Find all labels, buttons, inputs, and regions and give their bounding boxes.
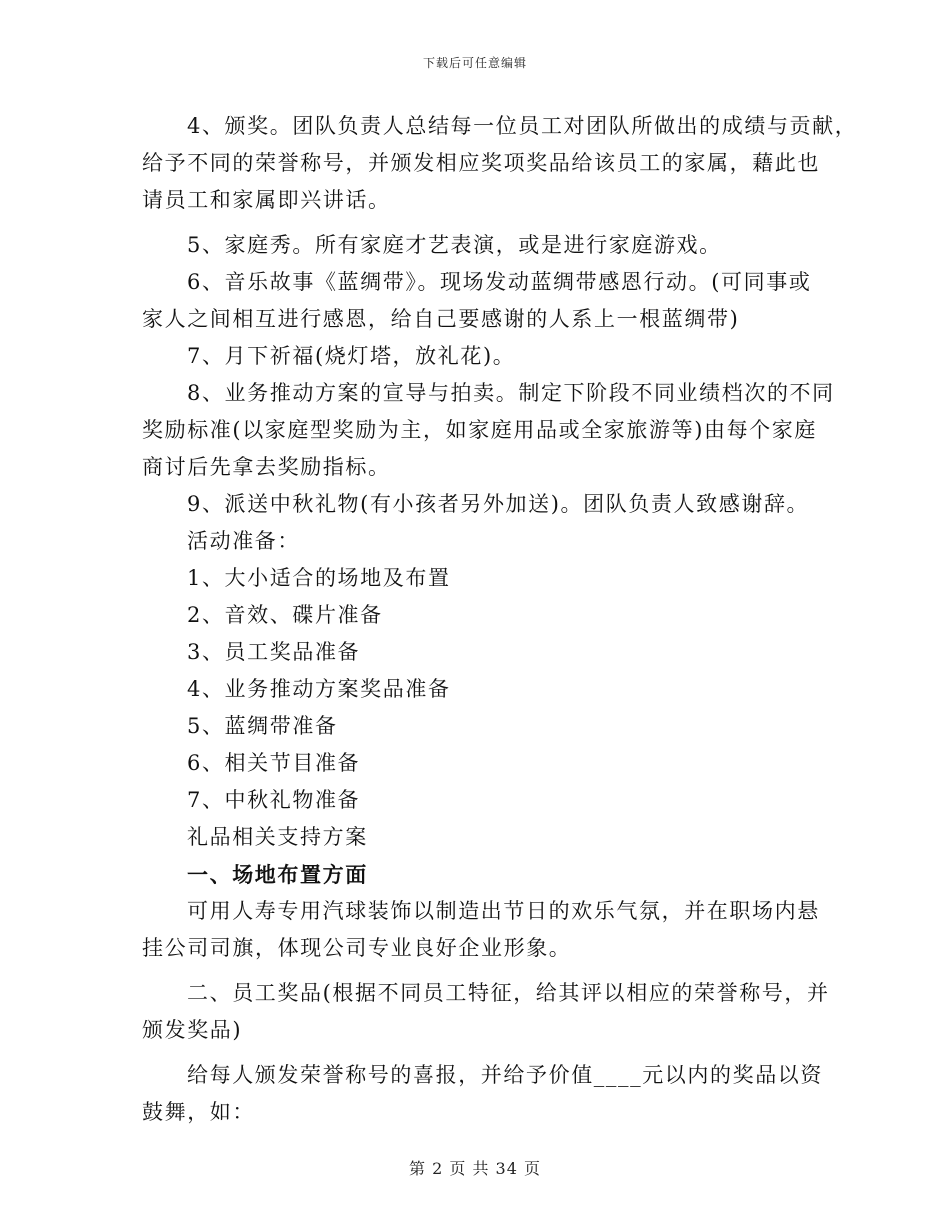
text-line: 颁发奖品) xyxy=(142,1018,243,1042)
text-line: 1、大小适合的场地及布置 xyxy=(187,566,451,590)
text-line: 7、月下祈福(烧灯塔，放礼花)。 xyxy=(187,344,516,368)
text-line: 可用人寿专用汽球装饰以制造出节日的欢乐气氛，并在职场内悬 xyxy=(187,899,820,923)
text-line: 给每人颁发荣誉称号的喜报，并给予价值____元以内的奖品以资 xyxy=(187,1063,823,1087)
text-line: 8、业务推动方案的宣导与拍卖。制定下阶段不同业绩档次的不同 xyxy=(187,381,835,405)
text-line: 5、家庭秀。所有家庭才艺表演，或是进行家庭游戏。 xyxy=(187,233,722,257)
section-heading: 一、场地布置方面 xyxy=(187,862,368,887)
text-line: 4、颁奖。团队负责人总结每一位员工对团队所做出的成绩与贡献， xyxy=(187,114,858,138)
text-line: 奖励标准(以家庭型奖励为主，如家庭用品或全家旅游等)由每个家庭 xyxy=(142,418,817,442)
text-line: 9、派送中秋礼物(有小孩者另外加送)。团队负责人致感谢辞。 xyxy=(187,492,810,516)
text-line: 5、蓝绸带准备 xyxy=(187,714,338,738)
text-line: 挂公司司旗，体现公司专业良好企业形象。 xyxy=(142,936,572,960)
document-body xyxy=(142,108,858,1131)
text-line: 商讨后先拿去奖励指标。 xyxy=(142,455,391,479)
text-line: 家人之间相互进行感恩，给自己要感谢的人系上一根蓝绸带) xyxy=(142,307,740,331)
text-line: 4、业务推动方案奖品准备 xyxy=(187,677,451,701)
text-line: 礼品相关支持方案 xyxy=(187,825,368,849)
text-line: 7、中秋礼物准备 xyxy=(187,788,361,812)
text-line: 给予不同的荣誉称号，并颁发相应奖项奖品给该员工的家属，藉此也 xyxy=(142,151,820,175)
text-line: 二、员工奖品(根据不同员工特征，给其评以相应的荣誉称号，并 xyxy=(187,981,830,1005)
text-line: 6、音乐故事《蓝绸带》。现场发动蓝绸带感恩行动。(可同事或 xyxy=(187,270,812,294)
text-line: 6、相关节目准备 xyxy=(187,751,361,775)
page-header: 下载后可任意编辑 xyxy=(422,56,527,70)
text-line: 3、员工奖品准备 xyxy=(187,640,361,664)
text-line: 活动准备： xyxy=(187,529,300,553)
text-line: 鼓舞，如： xyxy=(142,1100,255,1124)
text-line: 2、音效、碟片准备 xyxy=(187,603,383,627)
text-line: 请员工和家属即兴讲话。 xyxy=(142,188,391,212)
page-number: 第 2 页 共 34 页 xyxy=(409,1159,541,1178)
